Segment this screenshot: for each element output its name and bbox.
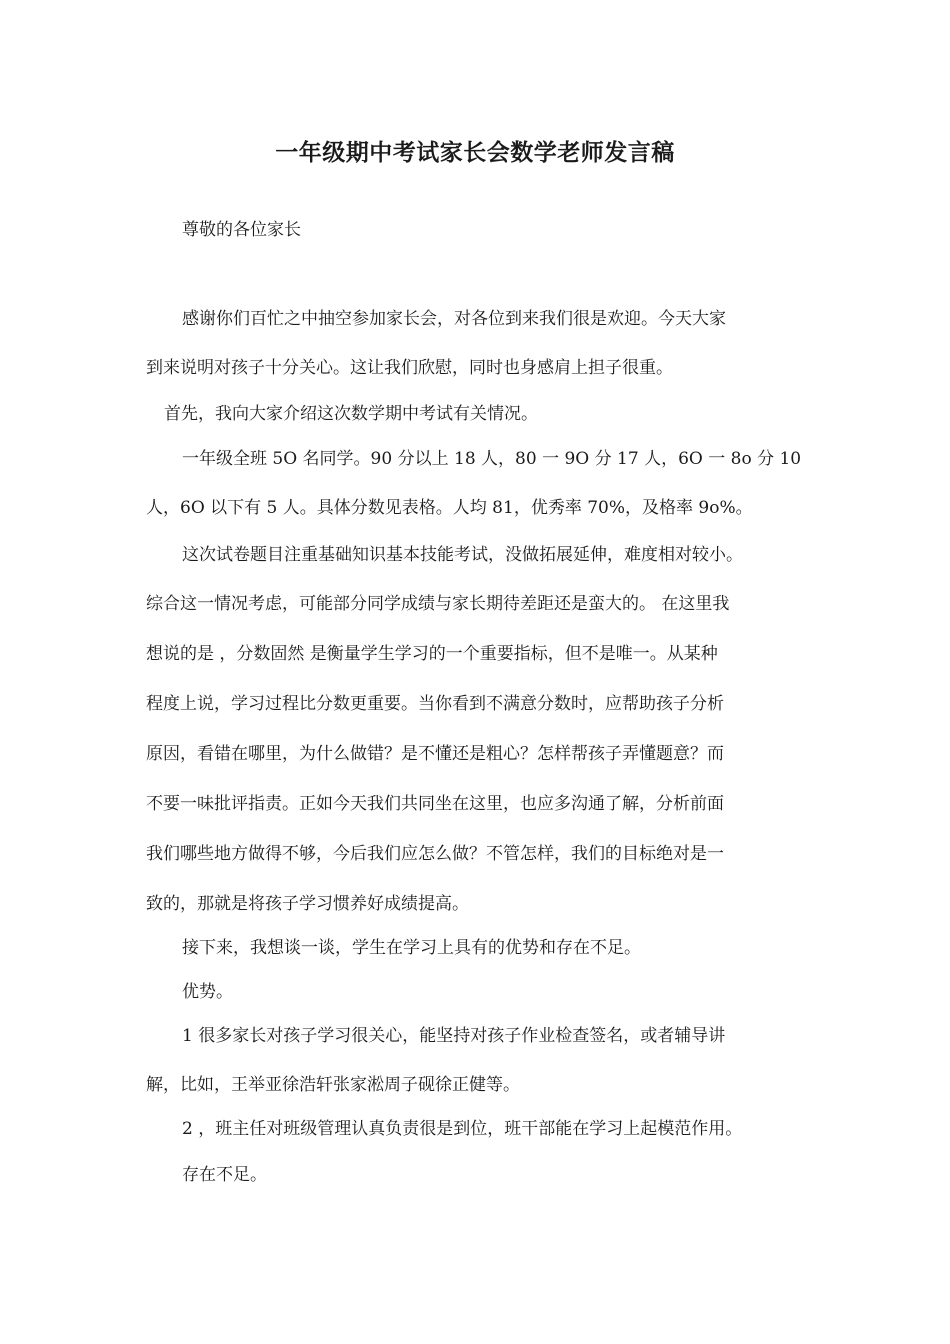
salutation: 尊敬的各位家长 [182, 220, 301, 240]
paragraph-line: 首先，我向大家介绍这次数学期中考试有关情况。 [164, 404, 538, 424]
document-title: 一年级期中考试家长会数学老师发言稿 [275, 139, 675, 166]
paragraph-line: 致的，那就是将孩子学习惯养好成绩提高。 [146, 894, 469, 914]
list-item: 2 ，班主任对班级管理认真负责很是到位，班干部能在学习上起模范作用。 [182, 1119, 743, 1139]
paragraph-line: 程度上说，学习过程比分数更重要。当你看到不满意分数时，应帮助孩子分析 [146, 694, 724, 714]
paragraph-line: 接下来，我想谈一谈，学生在学习上具有的优势和存在不足。 [182, 938, 641, 958]
paragraph-line: 这次试卷题目注重基础知识基本技能考试，没做拓展延伸，难度相对较小。 [182, 545, 743, 565]
paragraph-line: 我们哪些地方做得不够，今后我们应怎么做？不管怎样，我们的目标绝对是一 [146, 844, 724, 864]
paragraph-line: 感谢你们百忙之中抽空参加家长会，对各位到来我们很是欢迎。今天大家 [182, 309, 726, 329]
paragraph-line: 想说的是 ，分数固然 是衡量学生学习的一个重要指标，但不是唯一。从某种 [146, 644, 718, 664]
paragraph-line: 原因，看错在哪里，为什么做错？是不懂还是粗心？怎样帮孩子弄懂题意？而 [146, 744, 724, 764]
section-heading-shortcomings: 存在不足。 [182, 1165, 267, 1185]
paragraph-line: 人，6O 以下有 5 人。具体分数见表格。人均 81，优秀率 70%，及格率 9o%。 [146, 498, 753, 518]
paragraph-line: 综合这一情况考虑，可能部分同学成绩与家长期待差距还是蛮大的。 在这里我 [146, 594, 730, 614]
paragraph-line: 一年级全班 5O 名同学。90 分以上 18 人，80 一 9O 分 17 人，6O 一 8o 分 10 [182, 449, 802, 469]
paragraph-line: 不要一味批评指责。正如今天我们共同坐在这里，也应多沟通了解，分析前面 [146, 794, 724, 814]
paragraph-line: 到来说明对孩子十分关心。这让我们欣慰，同时也身感肩上担子很重。 [146, 358, 673, 378]
section-heading-strengths: 优势。 [182, 982, 233, 1002]
paragraph-line: 解，比如，王举亚徐浩轩张家淞周子砚徐正健等。 [146, 1075, 520, 1095]
list-item: 1 很多家长对孩子学习很关心，能坚持对孩子作业检查签名，或者辅导讲 [182, 1026, 726, 1046]
